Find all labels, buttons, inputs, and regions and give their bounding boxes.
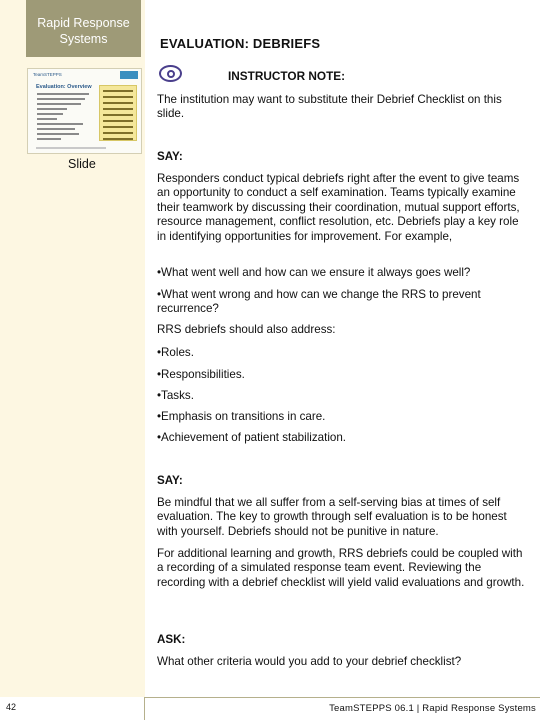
say-paragraph: Be mindful that we all suffer from a self-serving bias at times of self evaluation. The key to growth through self evaluation is to be honest with yourself. Debriefs should not be punitive in nature.	[157, 496, 507, 538]
thumbnail-sidebar-box	[99, 85, 137, 141]
eye-pupil	[167, 70, 175, 78]
bullet-item: •Tasks.	[157, 389, 194, 402]
thumbnail-footer	[36, 147, 106, 149]
thumbnail-heading: Evaluation: Overview	[36, 84, 92, 90]
say-paragraph: Responders conduct typical debriefs right after the event to give teams an opportunity to conduct a self examination. Teams typically examine their teamwork by discussing their coordination, mutual support efforts, resource management, conflict resolution, etc. Debriefs play a key role in identifying opportunities for improvement. For example,	[157, 172, 520, 243]
eye-icon	[159, 65, 182, 82]
footer-page-box	[0, 697, 145, 720]
bullet-item: •What went well and how can we ensure it always goes well?	[157, 266, 471, 279]
slide-thumbnail[interactable]	[27, 68, 142, 154]
slide-label: Slide	[68, 157, 96, 171]
rrs-intro: RRS debriefs should also address:	[157, 323, 336, 336]
bullet-item: •What went wrong and how can we change the RRS to prevent recurrence?	[157, 288, 481, 316]
footer-text: TeamSTEPPS 06.1 | Rapid Response Systems	[329, 703, 536, 714]
page-number: 42	[6, 702, 17, 712]
say-label: SAY:	[157, 150, 183, 163]
say-label: SAY:	[157, 474, 183, 487]
bullet-item: •Emphasis on transitions in care.	[157, 410, 326, 423]
page-title: EVALUATION: DEBRIEFS	[160, 36, 321, 51]
say-paragraph: For additional learning and growth, RRS debriefs could be coupled with a recording of a simulated response team event. Reviewing the recording with a debrief checklist will yield valid evaluations and growth.	[157, 547, 525, 589]
thumbnail-logo: TeamSTEPPS	[33, 72, 62, 77]
bullet-item: •Responsibilities.	[157, 368, 245, 381]
thumbnail-text-lines	[37, 93, 93, 143]
ask-label: ASK:	[157, 633, 186, 646]
instructor-note-label: INSTRUCTOR NOTE:	[228, 69, 346, 83]
instructor-note-text: The institution may want to substitute their Debrief Checklist on this slide.	[157, 93, 502, 121]
ask-text: What other criteria would you add to your debrief checklist?	[157, 655, 462, 668]
thumbnail-badge	[120, 71, 138, 79]
bullet-item: •Achievement of patient stabilization.	[157, 431, 347, 444]
bullet-item: •Roles.	[157, 346, 194, 359]
section-tab: Rapid Response Systems	[26, 0, 141, 57]
